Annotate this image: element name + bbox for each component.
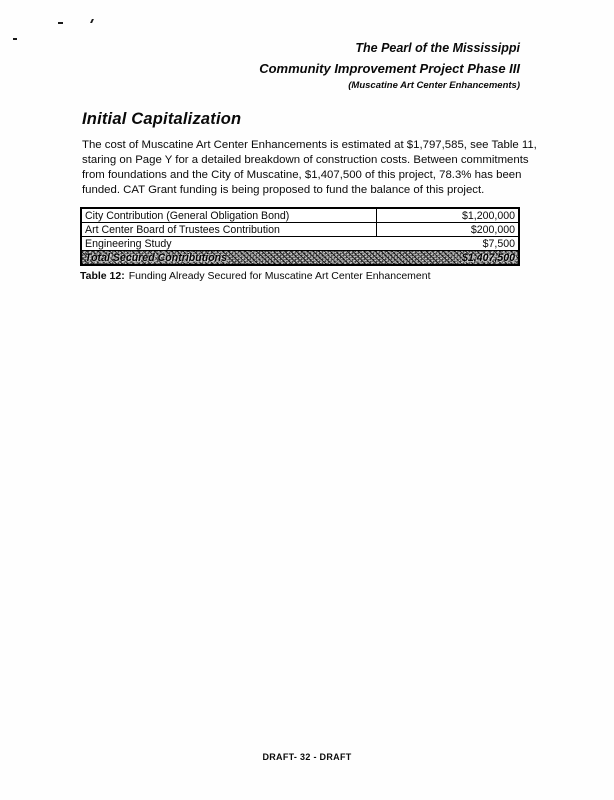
table-cell-value: $1,200,000 xyxy=(376,209,518,222)
table-row xyxy=(82,237,518,251)
table-caption xyxy=(80,270,431,282)
table-caption-text: Funding Already Secured for Muscatine Art Center Enhancement xyxy=(128,270,431,282)
body-paragraph: The cost of Muscatine Art Center Enhancements is estimated at $1,797,585, see Table 11, staring on Page Y for a detailed breakdown of construction costs. Between commitments from foundations and the City of Muscatine, $1,407,500 of this project, 78.3% has been funded. CAT Grant funding is being proposed to fund the balance of this project. xyxy=(82,139,537,196)
table-row-total xyxy=(82,251,518,264)
table-cell-label: City Contribution (General Obligation Bond) xyxy=(85,209,290,222)
table-cell-value: $200,000 xyxy=(376,223,518,236)
document-header xyxy=(259,42,520,91)
funding-table xyxy=(80,207,520,266)
table-cell-total-label: Total Secured Contributions xyxy=(85,251,228,264)
table-row xyxy=(82,223,518,237)
scan-speck-dash-1 xyxy=(58,22,63,24)
section-title: Initial Capitalization xyxy=(82,110,242,128)
page-footer: DRAFT- 32 - DRAFT xyxy=(262,752,352,762)
header-title-line: The Pearl of the Mississippi xyxy=(355,41,520,55)
scan-speck-dash-2 xyxy=(13,38,17,40)
table-cell-label: Art Center Board of Trustees Contribution xyxy=(85,223,280,236)
table-caption-number: Table 12: xyxy=(80,270,125,282)
header-project-line: Community Improvement Project Phase III xyxy=(259,60,520,76)
table-cell-label: Engineering Study xyxy=(85,237,172,250)
table-row xyxy=(82,209,518,223)
header-subtitle-line: (Muscatine Art Center Enhancements) xyxy=(348,80,520,92)
table-cell-total-value: $1,407,500 xyxy=(461,251,515,264)
scan-speck-tick xyxy=(90,19,94,23)
table-cell-value: $7,500 xyxy=(482,237,515,250)
